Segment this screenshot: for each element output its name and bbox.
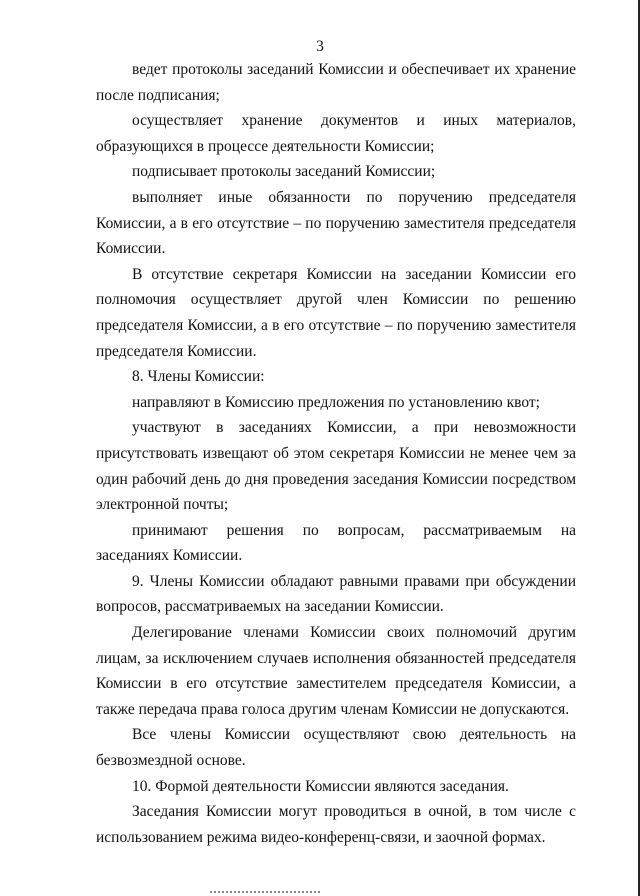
paragraph: Все члены Комиссии осуществляют свою деятельность на безвозмездной основе.: [96, 726, 576, 770]
paragraph: 10. Формой деятельности Комиссии являются заседания.: [132, 777, 509, 795]
paragraph: ведет протоколы заседаний Комиссии и обеспечивает их хранение после подписания;: [96, 61, 576, 104]
paragraph: направляют в Комиссию предложения по установлению квот;: [132, 393, 540, 411]
page-number: 3: [316, 38, 324, 55]
paragraph: принимают решения по вопросам, рассматриваемым на заседаниях Комиссии.: [96, 521, 576, 565]
paragraph: участвуют в заседаниях Комиссии, а при невозможности присутствовать извещают об этом секретаря Комиссии не менее чем за один рабочий день до дня проведения заседания Комиссии посредством электронной почты;: [96, 419, 576, 514]
paragraph: подписывает протоколы заседаний Комиссии;: [132, 163, 436, 181]
paragraph: выполняет иные обязанности по поручению председателя Комиссии, а в его отсутствие – по поручению заместителя председателя Комиссии.: [96, 188, 576, 258]
paragraph: 8. Члены Комиссии:: [132, 368, 265, 386]
paragraph: Заседания Комиссии могут проводиться в очной, в том числе с использованием режима видео-конференц-связи, и заочной формах.: [96, 803, 576, 846]
scan-artifact: [210, 891, 320, 896]
document-body: [96, 57, 576, 850]
paragraph: 9. Члены Комиссии обладают равными правами при обсуждении вопросов, рассматриваемых на заседании Комиссии.: [96, 572, 576, 616]
paragraph: В отсутствие секретаря Комиссии на заседании Комиссии его полномочия осуществляет другой член Комиссии по решению председателя Комиссии, а в его отсутствие – по поручению заместителя председателя Комиссии.: [96, 265, 576, 360]
paragraph: осуществляет хранение документов и иных материалов, образующихся в процессе деятельности Комиссии;: [96, 112, 576, 155]
paragraph: Делегирование членами Комиссии своих полномочий другим лицам, за исключением случаев исполнения обязанностей председателя Комиссии в его отсутствие заместителем председателя Комиссии, а также передача права голоса другим членам Комиссии не допускаются.: [96, 624, 576, 718]
